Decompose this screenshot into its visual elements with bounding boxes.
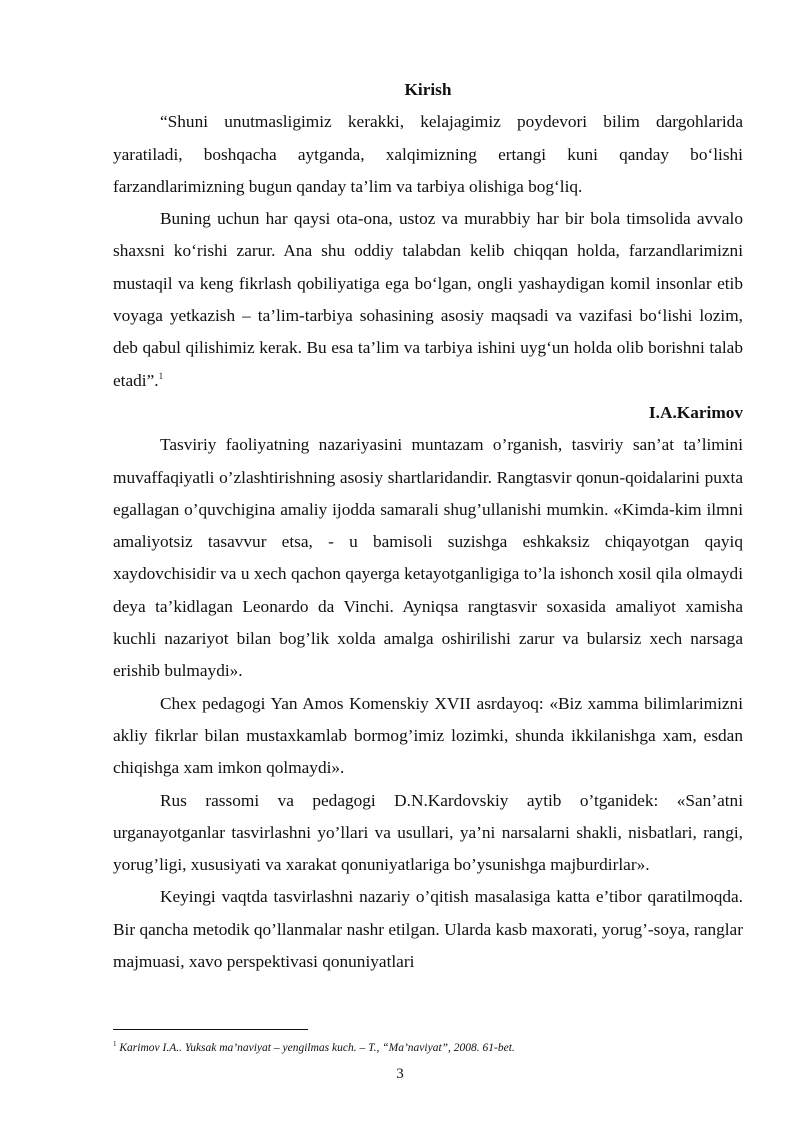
- page-number: 3: [396, 1066, 404, 1082]
- quote-paragraph: “Shuni unutmasligimiz kerakki, kelajagimiz poydevori bilim dargohlarida yaratiladi, boshqacha aytganda, xalqimizning ertangi kuni qanday bo‘lishi farzandlarimizning bugun qanday ta’lim va tarbiya olishiga bog‘liq.: [113, 112, 743, 196]
- footnote: [113, 1041, 753, 1055]
- body-paragraph: Rus rassomi va pedagogi D.N.Kardovskiy aytib o’tganidek: «San’atni urganayotganlar tasvirlashni yo’llari va usullari, ya’ni narsalarni shakli, nisbatlari, rangi, yorug’ligi, xususiyati va xarakat qonuniyatlariga bo’ysunishga majburdirlar».: [113, 790, 743, 875]
- section-title: Kirish: [404, 80, 452, 99]
- footnote-number: 1: [113, 1040, 117, 1049]
- page-content: [113, 74, 743, 978]
- body-paragraph: Tasviriy faoliyatning nazariyasini muntazam o’rganish, tasviriy san’at ta’limini muvaffaqiyatli o’zlashtirishning asosiy shartlaridandir. Rangtasvir qonun-qoidalarini puxta egallagan o’quvchigina amaliy ijodda samarali shug’ullanishi mumkin. «Kimda-kim ilmni amaliyotsiz tasavvur etsa, - u bamisoli suzishga eshkaksiz chiqayotgan qayiq xaydovchisidir va u xech qachon qayerga ketayotganligiga to’la ishonch xosil qila olmaydi deya ta’kidlagan Leonardo da Vinchi. Ayniqsa rangtasvir soxasida amaliyot xamisha kuchli nazariyot bilan bog’lik xolda amalga oshirilishi zarur va bularsiz xech narsaga erishib bulmaydi».: [113, 435, 743, 681]
- footnote-reference[interactable]: 1: [158, 370, 164, 381]
- quote-paragraph: [113, 203, 743, 397]
- footnote-text: Karimov I.A.. Yuksak ma’naviyat – yengilmas kuch. – T., “Ma’naviyat”, 2008. 61-bet.: [119, 1042, 515, 1054]
- quote-author: I.A.Karimov: [648, 402, 743, 422]
- body-paragraph: Keyingi vaqtda tasvirlashni nazariy o’qitish masalasiga katta e’tibor qaratilmoqda. Bir qancha metodik qo’llanmalar nashr etilgan. Ularda kasb maxorati, yorug’-soya, ranglar majmuasi, xavo perspektivasi qonuniyatlari: [113, 887, 743, 972]
- footnote-divider: [113, 1029, 308, 1030]
- quote-paragraph-text: Buning uchun har qaysi ota-ona, ustoz va murabbiy har bir bola timsolida avvalo shaxsni ko‘rishi zarur. Ana shu oddiy talabdan kelib chiqqan holda, farzandlarimizni mustaqil va keng fikrlash qobiliyatiga ega bo‘lgan, ongli yashaydigan komil insonlar etib voyaga yetkazish – ta’lim-tarbiya sohasining asosiy maqsadi va vazifasi bo‘lishi lozim, deb qabul qilishimiz kerak. Bu esa ta’lim va tarbiya ishini uyg‘un holda olib borishni talab etadi”.: [113, 209, 743, 390]
- body-paragraph: Chex pedagogi Yan Amos Komenskiy XVII asrdayoq: «Biz xamma bilimlarimizni akliy fikrlar bilan mustaxkamlab bormog’imiz lozimki, shunda ikkilanishga xam, esdan chiqishga xam imkon qolmaydi».: [113, 693, 743, 778]
